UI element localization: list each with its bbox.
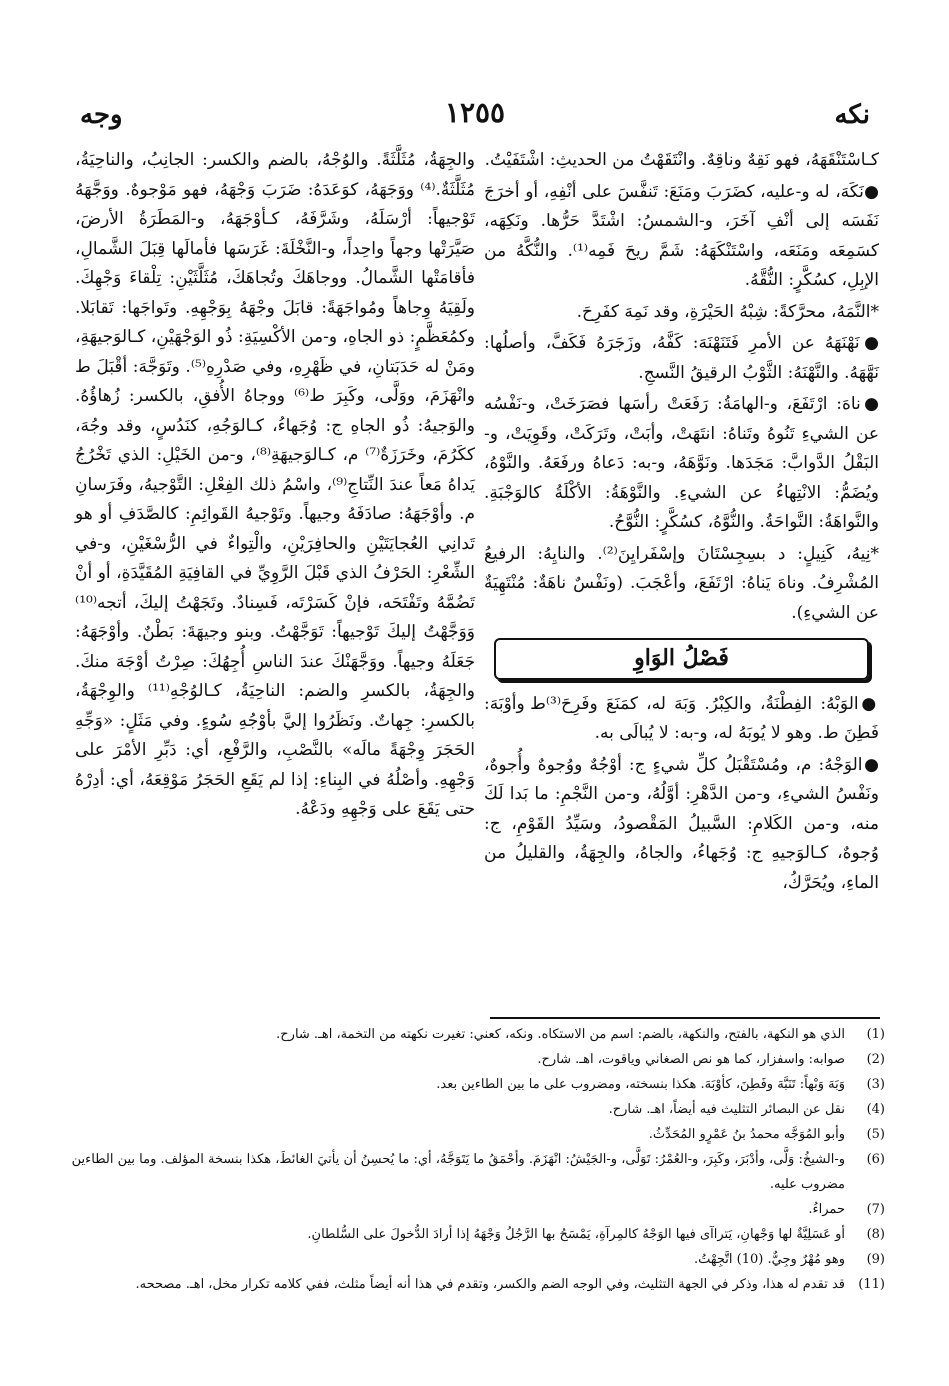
entry-paragraph: ●الوَبْهُ: الفِطْنَةُ، والكِبْرُ. وَبَهَ له، كمَنَعَ وفَرِحَ⁽³⁾ط وأوْبَهَ: فَطِنَ ط. وهو لا يُوبَهُ له، و-به: لا يُبالَى به. (484, 693, 879, 743)
footnote (70, 1272, 885, 1297)
footnote-number: (5) (866, 1127, 885, 1142)
footnote-number: (6) (866, 1152, 885, 1167)
footnote-text: وأبو المُوَجَّه محمدُ بنُ عَمْرٍو المُحَدِّثُ. (648, 1127, 845, 1142)
footnote (70, 1222, 885, 1247)
footnote-text: صوابه: واسفزار، كما هو نص الصغاني وياقوت، اهـ. شارح. (537, 1052, 845, 1067)
page-number: ١٢٥٥ (444, 96, 506, 129)
footnote-number: (1) (866, 1027, 885, 1042)
footnote-text: و-الشيخُ: وَلَّى، وأدْبَرَ، وكَبِرَ، و-العُمْرُ: تَوَلَّى، و-الجَيْشُ: انْهَزَمَ. وأحْمَقُ ما يَتَوَجَّهُ، أي: ما يُحسِنُ أن يأتيَ الغائطَ، هكذا بنسخة المؤلف. وما بين الطاءين مضروب عليه. (71, 1152, 845, 1192)
section-title: فَصْلُ الوَاوِ (634, 645, 729, 671)
page-header (80, 96, 870, 136)
entry-paragraph: *نِيهُ، كَنِيلٍ: د بسِجِسْتَانَ وإسْفَرايِنَ⁽²⁾. والنايِهُ: الرفيعُ المُشْرِفُ. وناهَ يَناهُ: ارْتَفَعَ، وأعْجَبَ. (ونَفْسٌ ناهَةٌ: مُنْتَهِيَةٌ عن الشيءِ). (484, 543, 879, 623)
footnote-number: (11) (858, 1277, 885, 1292)
entry-paragraph: ●نَكَهَ، له و-عليه، كضَرَبَ ومَنَعَ: تَنفَّسَ على أنْفِهِ، أو أخرَجَ نَفَسَه إلى أنْفِ آخَرَ، و-الشمسُ: اشْتَدَّ حَرُّها. ونَكِهَه، كسَمِعَه ومَنَعَه، واسْتَنْكَهَهُ: شَمَّ ريحَ فَمِه⁽¹⁾. والنُّكَّهُ من الإبِلِ، كسُكَّرٍ: النُّقَّهُ. (484, 181, 879, 290)
footnote-number: (2) (866, 1052, 885, 1067)
footnote (70, 1047, 885, 1072)
footnote-number: (7) (866, 1202, 885, 1217)
right-column (484, 146, 879, 900)
entry-paragraph: كـاسْتَنْقَهَهُ، فهو نَقِهٌ وناقِهٌ. وانْتَقَهْتُ من الحديثِ: اشْتَفَيْتُ. (484, 150, 879, 170)
footnote (70, 1122, 885, 1147)
footnote-text: وَبَهَ وَبْهاً: تَنَبَّهَ وفَطِنَ، كأوْبَهَ. هكذا بنسخته، ومضروب على ما بين الطاءين بعد. (436, 1077, 845, 1092)
footnote-number: (4) (866, 1102, 885, 1117)
footnote-text: وهو مُهْرٌ وجِيٌّ. (10) اتَّجِهْتُ. (694, 1252, 845, 1267)
header-root-right: نكه (834, 100, 870, 130)
entry-paragraph: *النَّمَهُ، محرَّكةً: شِبْهُ الحَيْرَةِ، وقد نَمِهَ كفَرِحَ. (576, 301, 879, 322)
footnote (70, 1147, 885, 1197)
left-column (75, 146, 475, 827)
footnote (70, 1072, 885, 1097)
footnote (70, 1247, 885, 1272)
section-title-box (494, 638, 869, 680)
footnote-rule (490, 1017, 880, 1019)
header-root-left: وجه (80, 100, 123, 130)
footnote (70, 1097, 885, 1122)
footnote (70, 1197, 885, 1222)
footnote-text: حمراءُ. (808, 1202, 845, 1217)
footnote-text: نقل عن البصائر التثليث فيه أيضاً، اهـ. شارح. (608, 1102, 845, 1117)
footnotes (70, 1022, 885, 1297)
entry-paragraph: والجِهَةُ، مُثَلَّثَةً. والوُجْهُ، بالضم والكسر: الجانِبُ، والناحِيَةُ، مُثَلَّثَةٌ.⁽⁴⁾ ووَجَهَهُ، كوَعَدَهُ: ضَرَبَ وَجْهَهُ، فهو مَوْجوهٌ. ووَجَّهَهُ تَوْجيهاً: أرْسَلَهُ، وشَرَّفَهُ، كـأوْجَهَهُ، و-المَطَرَةُ الأرضَ، صَيَّرَتْها وجهاً واحِداً، و-النَّخْلَةَ: غَرَسَها فأمالَها قِبَلَ الشَّمالِ، فأقامَتْها الشَّمالُ. ووجاهَكَ وتُجاهَكَ، مُثَلَّثَيْنِ: تِلْقاءَ وَجْهِكَ. ولَقِيَهُ وِجاهاً ومُواجَهَةً: قابَلَ وجْهَهُ بِوَجْهِهِ. وتَواجَها: تَقابَلا. وكمُعَظَّمٍ: ذو الجاهِ، و-من الأكْسِيَةِ: ذُو الوَجْهَيْنِ، كـالوَجيهَةِ، ومَنْ له حَدَبَتانِ، في ظَهْرِهِ، وفي صَدْرِهِ⁽⁵⁾. وتَوَجَّهَ: أقْبَلَ ط وانْهَزَمَ، ووَلَّى، وكَبِرَ ط⁽⁶⁾ ووجاهُ الأُفقِ، بالكسر: زُهاؤُهُ. والوَجيهُ: ذُو الجاهِ ج: وُجَهاءُ، كـالوَجُهِ، كنَدُسٍ، وقد وجُهَ، ككَرُمَ، وخَرَزَةٌ⁽⁷⁾ م، كـالوَجيهَةِ⁽⁸⁾، و-من الخَيْلِ: الذي تَخْرُجُ يَداهُ مَعاً عندَ النِّتاجِ⁽⁹⁾، واسْمُ ذلك الفِعْلِ: التَّوْجيهُ، وفَرَسانِ م. وأوْجَهَهُ: صادَفَهُ وجيهاً. وتَوْجيهُ القَوائِمِ: كالصَّدَفِ أو هو تَدانِي العُجايَتَيْنِ والحافِرَيْنِ، والْتِواءٌ في الرُّسْغَيْنِ، و-في الشِّعْرِ: الحَرْفُ الذي قَبْلَ الرَّوِيِّ في القافِيَةِ المُقَيَّدَةِ، أو أنْ تَضُمَّهُ وتَفْتَحَه، فإنْ كَسَرْتَه، فَسِنادٌ. وتَجَهْتُ إليكَ، أتجه⁽¹⁰⁾ وَوَجَّهْتُ إليكَ تَوْجيهاً: تَوَجَّهْتُ. وبنو وجيهَةَ: بَطْنٌ. وأوْجَهَهُ: جَعَلَهُ وجيهاً. ووَجَّهَنْكَ عندَ الناسِ أُجِهُكَ: صِرْتُ أوْجَهَ منكَ. والجِهَةُ، بالكسرِ والضم: الناحِيَةُ، كـالوُجْهِ⁽¹¹⁾ والوِجْهَةُ، بالكسرِ: جِهاتٌ. ونَظَرُوا إليَّ بأوْجُهِ سُوءٍ. وفي مَثَلٍ: «وَجِّهِ الحَجَرَ وِجْهَةً مالَه» بالنَّصْبِ، والرَّفْعِ، أي: دَبِّرِ الأمْرَ على وَجْهِهِ. وأصْلُهُ في البِناءِ: إذا لم يَقَعِ الحَجَرُ مَوْقِعَهُ، أي: أدِرْهُ حتى يَقَعَ على وَجْهِهِ ودَعْهُ. (75, 150, 476, 819)
entry-paragraph: ●ناهَ: ارْتَفَعَ، و-الهامَةُ: رَفَعَتْ رأسَها فصَرَخَتْ، و-نَفْسُه عن الشيءِ تَنُوهُ وتَناهُ: انتَهَتْ، وأبَتْ، وتَرَكَتْ، وقَوِيَتْ، و-البَقْلُ الدَّوابَّ: مَجَدَها. ونَوَّهَهُ، و-به: دَعاهُ ورفَعَهُ. والنَّوْهُ، ويُضَمُّ: الانْتِهاءُ عن الشيءِ. والنَّوْهَةُ: الأكْلَةُ كالوَجْبَةِ. والنَّواهَةُ: النَّواحَةُ. والنُّوَّهُ، كسُكَّرٍ: النُّوَّحُ. (484, 394, 879, 532)
footnote-text: قد تقدم له هذا، وذكر في الجهة التثليث، وفي الوجه الضم والكسر، وتقدم في هذا أنه أيضاً مثلث، ففي كلامه تكرار مخل، اهـ. مصححه. (135, 1277, 845, 1292)
entry-paragraph: ●نَهْنَهَهُ عن الأمرِ فَتَنَهْنَهَ: كَفَّهُ، وزَجَرَهُ فَكَفَّ، وأصلُها: نَهَّهَهُ. والنَّهْنَهُ: الثَّوْبُ الرقيقُ النَّسجِ. (484, 333, 879, 383)
footnote-number: (8) (866, 1227, 885, 1242)
footnote-text: أو عَسَلِيَّةٌ لها وَجْهانِ، يَتراآى فيها الوَجْهُ كالمِرآةِ، يَمْسَحُ بها الرَّجُلُ وَجْهَهُ إذا أرادَ الدُّخولَ على السُّلطانِ. (307, 1227, 845, 1242)
footnote-number: (9) (866, 1252, 885, 1267)
entry-paragraph: ●الوَجْهُ: م، ومُسْتَقْبَلُ كلِّ شيءٍ ج: أوْجُهٌ ووُجوهٌ وأُجوهٌ، ونَفْسُ الشيءِ، و-من الدَّهْرِ: أوَّلُهُ، و-من النَّجْمِ: ما بَدا لَكَ منه، و-من الكَلامِ: السَّبيلُ المَقْصودُ، وسَيِّدُ القَوْمِ، ج: وُجوهٌ، كـالوَجيهِ ج: وُجَهاءُ، والجاهُ، والجِهَةُ، والقليلُ من الماءِ، ويُحَرَّكُ، (484, 754, 879, 893)
footnote (70, 1022, 885, 1047)
footnote-number: (3) (866, 1077, 885, 1092)
footnote-text: الذي هو النكهة، بالفتح، والنكهة، بالضم: اسم من الاستكاه. ونكه، كعني: تغيرت نكهته من التخمة، اهـ. شارح. (276, 1027, 845, 1042)
